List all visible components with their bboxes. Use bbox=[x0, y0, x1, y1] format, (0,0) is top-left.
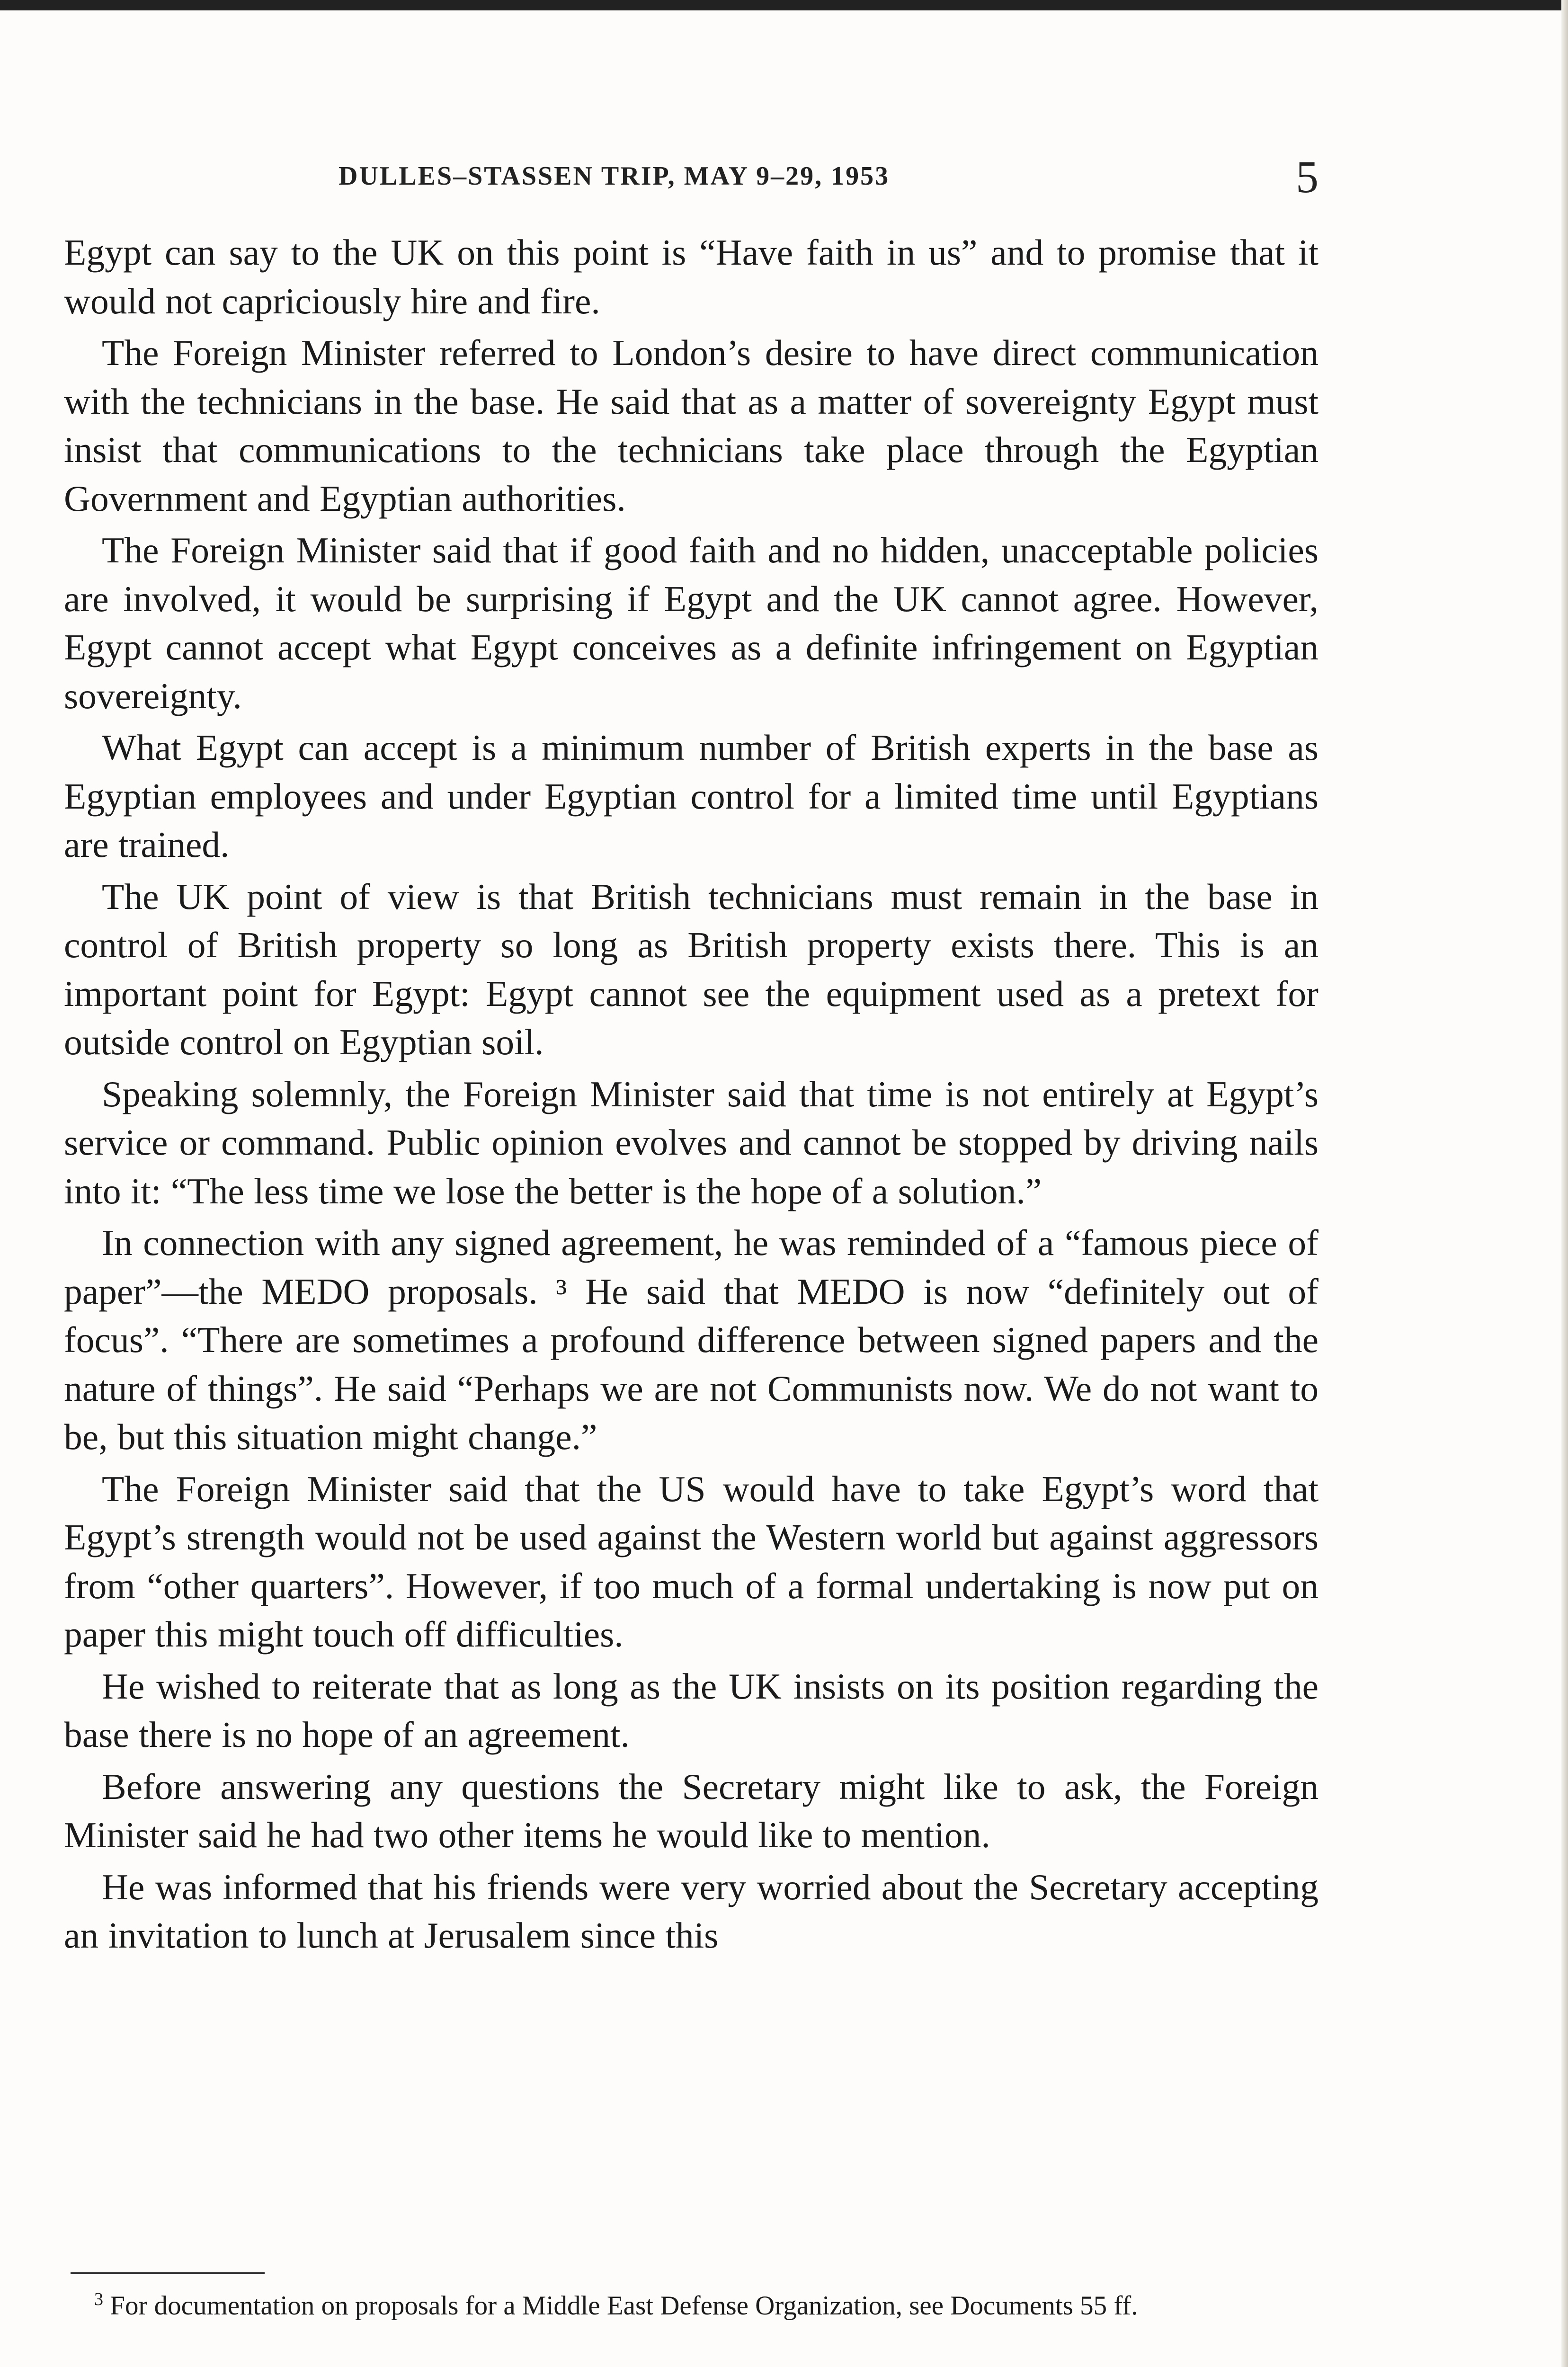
paragraph-7: In connection with any signed agreement, he was reminded of a “famous piece of paper”—the MEDO proposals. ³ He said that MEDO is now “definitely out of focus”. “There are sometimes a profound difference between signed papers and the nature of things”. He said “Perhaps we are not Communists now. We do not want to be, but this situation might change.” bbox=[64, 1222, 1319, 1457]
paragraph-3: The Foreign Minister said that if good faith and no hidden, unacceptable policies are involved, it would be surprising if Egypt and the UK cannot agree. However, Egypt cannot accept what Egypt conceives as a definite infringement on Egyptian sovereignty. bbox=[64, 530, 1319, 716]
footnote-text: For documentation on proposals for a Middle East Defense Organization, see Documents 55 ff. bbox=[110, 2291, 1138, 2321]
footnote-marker: 3 bbox=[94, 2289, 103, 2309]
footnote-divider bbox=[71, 2272, 265, 2274]
running-head bbox=[64, 151, 1319, 203]
page-edge-shadow bbox=[1561, 0, 1568, 2367]
paragraph-4: What Egypt can accept is a minimum number of British experts in the base as Egyptian employees and under Egyptian control for a limited time until Egyptians are trained. bbox=[64, 727, 1319, 865]
paragraph-9: He wished to reiterate that as long as the UK insists on its position regarding the base there is no hope of an agreement. bbox=[64, 1665, 1319, 1755]
running-title: DULLES–STASSEN TRIP, MAY 9–29, 1953 bbox=[339, 161, 890, 191]
page-number: 5 bbox=[1296, 151, 1319, 202]
paragraph-11: He was informed that his friends were very worried about the Secretary accepting an invitation to lunch at Jerusalem since this bbox=[64, 1866, 1319, 1956]
paragraph-8: The Foreign Minister said that the US would have to take Egypt’s word that Egypt’s strength would not be used against the Western world but against aggressors from “other quarters”. However, if too much of a formal undertaking is now put on paper this might touch off difficulties. bbox=[64, 1468, 1319, 1655]
paragraph-6: Speaking solemnly, the Foreign Minister said that time is not entirely at Egypt’s service or command. Public opinion evolves and cannot be stopped by driving nails into it: “The less time we lose the better is the hope of a solution.” bbox=[64, 1073, 1319, 1211]
paragraph-1: Egypt can say to the UK on this point is “Have faith in us” and to promise that it would not capriciously hire and fire. bbox=[64, 232, 1319, 321]
paragraph-10: Before answering any questions the Secretary might like to ask, the Foreign Minister said he had two other items he would like to mention. bbox=[64, 1766, 1319, 1855]
paragraph-5: The UK point of view is that British technicians must remain in the base in control of British property so long as British property exists there. This is an important point for Egypt: Egypt cannot see the equipment used as a pretext for outside control on Egyptian soil. bbox=[64, 876, 1319, 1062]
body-text bbox=[64, 228, 1319, 1963]
paragraph-2: The Foreign Minister referred to London’s desire to have direct communication with the technicians in the base. He said that as a matter of sovereignty Egypt must insist that communications to the technicians take place through the Egyptian Government and Egyptian authorities. bbox=[64, 332, 1319, 519]
footnote bbox=[71, 2287, 1319, 2325]
document-page bbox=[64, 0, 1319, 2367]
